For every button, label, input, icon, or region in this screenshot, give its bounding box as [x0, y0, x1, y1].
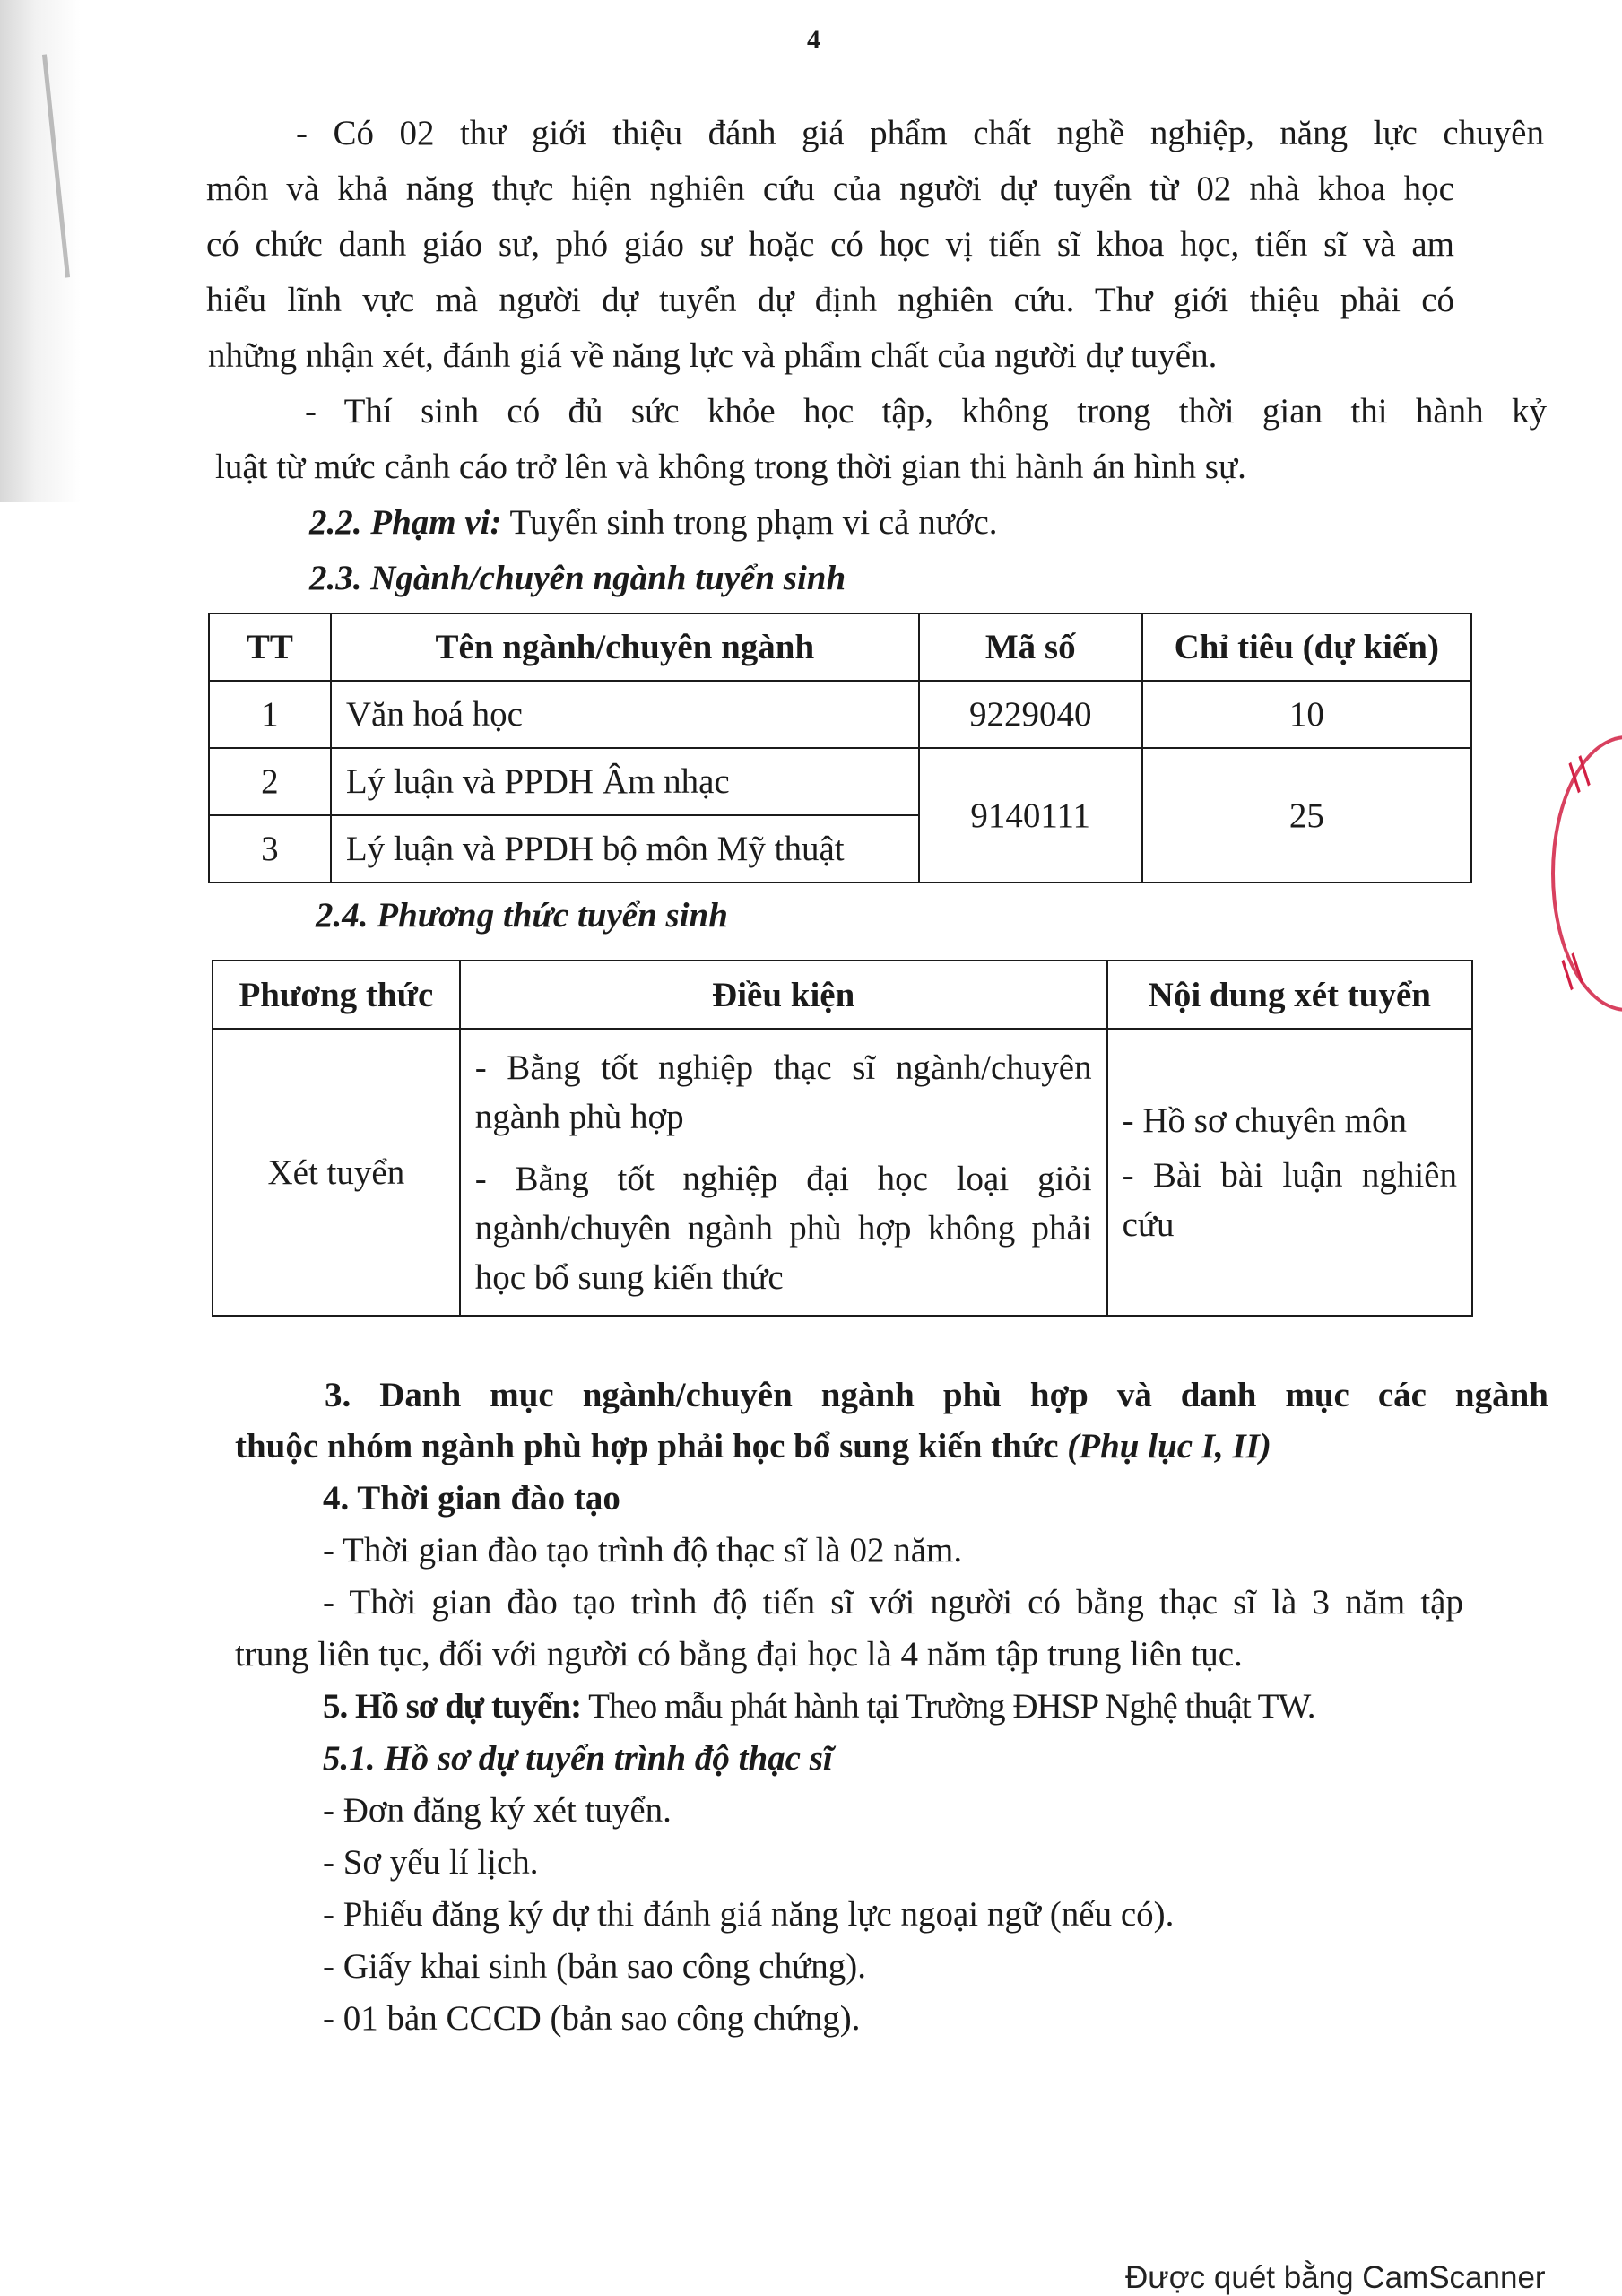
section-5 [323, 1679, 1314, 1735]
methods-table-header [213, 961, 1472, 1029]
section-2-2-text: Tuyển sinh trong phạm vi cả nước. [501, 503, 998, 542]
section-5-label: 5. Hồ sơ dự tuyển: [323, 1687, 582, 1726]
row-major-name: Lý luận và PPDH Âm nhạc [331, 748, 919, 815]
content-item: - Hồ sơ chuyên môn [1122, 1100, 1408, 1140]
row-quota: 10 [1142, 681, 1471, 748]
majors-table [208, 613, 1472, 883]
stamp-mark-icon: // [1557, 750, 1601, 798]
col-header-code: Mã số [919, 613, 1142, 681]
table-row [213, 1029, 1472, 1316]
row-tt: 1 [209, 681, 331, 748]
page-number: 4 [807, 25, 820, 55]
scan-shadow-edge [0, 0, 81, 502]
section-5-text: Theo mẫu phát hành tại Trường ĐHSP Nghệ thuật TW. [581, 1687, 1315, 1726]
row-code: 9229040 [919, 681, 1142, 748]
col-header-tt: TT [209, 613, 331, 681]
table-row [209, 681, 1471, 748]
row-major-name: Lý luận và PPDH bộ môn Mỹ thuật [331, 815, 919, 883]
section-4-phd-line-1: - Thời gian đào tạo trình độ tiến sĩ với người có bằng thạc sĩ là 3 năm tập [323, 1583, 1463, 1622]
section-4-phd-line-2: trung liên tục, đối với người có bằng đại học là 4 năm tập trung liên tục. [235, 1635, 1243, 1674]
row-code: 9140111 [919, 748, 1142, 883]
section-5-1-heading [323, 1731, 833, 1787]
table-row [209, 748, 1471, 815]
section-2-2 [309, 495, 998, 551]
row-major-name: Văn hoá học [331, 681, 919, 748]
section-3-line-1: 3. Danh mục ngành/chuyên ngành phù hợp và danh mục các ngành [325, 1376, 1548, 1414]
section-2-3-heading-text: 2.3. Ngành/chuyên ngành tuyển sinh [309, 559, 846, 597]
conditions-cell [460, 1029, 1107, 1316]
camscanner-watermark: Được quét bằng CamScanner [1125, 2260, 1546, 2295]
section-2-4-heading [316, 888, 728, 944]
section-4-master: - Thời gian đào tạo trình độ thạc sĩ là 02 năm. [323, 1531, 963, 1570]
row-quota: 25 [1142, 748, 1471, 883]
section-2-3-heading [309, 551, 846, 606]
list-item: - 01 bản CCCD (bản sao công chứng). [323, 1999, 861, 2038]
section-2-4-heading-text: 2.4. Phương thức tuyển sinh [316, 896, 728, 935]
section-3-line-2 [235, 1419, 1271, 1474]
intro-line-4: hiểu lĩnh vực mà người dự tuyển dự định nghiên cứu. Thư giới thiệu phải có [206, 281, 1454, 319]
majors-table-header [209, 613, 1471, 681]
section-4-heading: 4. Thời gian đào tạo [323, 1479, 620, 1518]
list-item: - Giấy khai sinh (bản sao công chứng). [323, 1947, 866, 1986]
col-header-quota: Chỉ tiêu (dự kiến) [1142, 613, 1471, 681]
condition-item: - Bằng tốt nghiệp đại học loại giỏi ngành/chuyên ngành phù hợp không phải học bổ sung kiến thức [474, 1159, 1092, 1297]
col-header-method: Phương thức [213, 961, 460, 1029]
row-tt: 2 [209, 748, 331, 815]
section-5-1-heading-text: 5.1. Hồ sơ dự tuyển trình độ thạc sĩ [323, 1739, 833, 1778]
row-tt: 3 [209, 815, 331, 883]
intro-line-1: - Có 02 thư giới thiệu đánh giá phẩm chất nghề nghiệp, năng lực chuyên [296, 114, 1544, 152]
list-item: - Sơ yếu lí lịch. [323, 1843, 539, 1882]
health-line-1: - Thí sinh có đủ sức khỏe học tập, không trong thời gian thi hành kỷ [305, 392, 1547, 430]
stamp-mark-icon: // [1550, 947, 1594, 996]
col-header-conditions: Điều kiện [460, 961, 1107, 1029]
section-3-line-2-text: thuộc nhóm ngành phù hợp phải học bổ sung kiến thức [235, 1427, 1068, 1465]
list-item: - Đơn đăng ký xét tuyển. [323, 1791, 672, 1830]
section-3-appendix-ref: (Phụ lục I, II) [1067, 1427, 1271, 1465]
intro-line-5: những nhận xét, đánh giá về năng lực và phẩm chất của người dự tuyển. [208, 336, 1218, 375]
intro-line-3: có chức danh giáo sư, phó giáo sư hoặc có học vị tiến sĩ khoa học, tiến sĩ và am [206, 225, 1454, 264]
admission-methods-table [212, 960, 1473, 1317]
health-line-2: luật từ mức cảnh cáo trở lên và không trong thời gian thi hành án hình sự. [215, 448, 1246, 486]
condition-item: - Bằng tốt nghiệp thạc sĩ ngành/chuyên ngành phù hợp [474, 1048, 1092, 1136]
contents-cell [1107, 1029, 1472, 1316]
intro-line-2: môn và khả năng thực hiện nghiên cứu của người dự tuyển từ 02 nhà khoa học [206, 170, 1454, 208]
list-item: - Phiếu đăng ký dự thi đánh giá năng lực ngoại ngữ (nếu có). [323, 1895, 1175, 1934]
content-item: - Bài bài luận nghiên cứu [1122, 1155, 1457, 1244]
col-header-name: Tên ngành/chuyên ngành [331, 613, 919, 681]
method-cell: Xét tuyển [213, 1029, 460, 1316]
col-header-contents: Nội dung xét tuyển [1107, 961, 1472, 1029]
section-2-2-label: 2.2. Phạm vi: [309, 503, 502, 542]
